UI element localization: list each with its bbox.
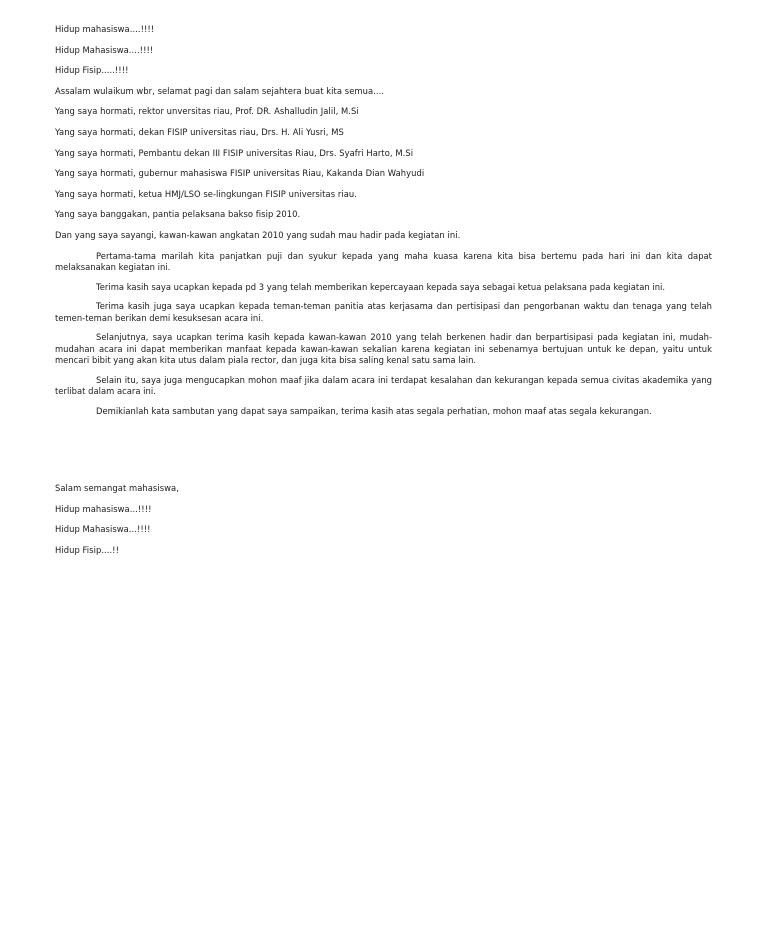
salutation-line: Yang saya hormati, Pembantu dekan III FISIP universitas Riau, Drs. Syafri Harto, M.Si bbox=[55, 147, 414, 158]
salutation-line: Yang saya hormati, rektor unversitas riau, Prof. DR. Ashalludin Jalil, M.Si bbox=[55, 106, 359, 117]
salutation-line: Yang saya hormati, dekan FISIP universitas riau, Drs. H. Ali Yusri, MS bbox=[55, 126, 344, 137]
body-paragraph: Terima kasih saya ucapkan kepada pd 3 yang telah memberikan kepercayaan kepada saya sebagai ketua pelaksana pada kegiatan ini. bbox=[96, 281, 666, 292]
body-paragraph: Demikianlah kata sambutan yang dapat saya sampaikan, terima kasih atas segala perhatian, mohon maaf atas segala kekurangan. bbox=[96, 405, 652, 416]
greeting-line: Hidup mahasiswa....!!!! bbox=[55, 24, 155, 34]
opening-greetings bbox=[55, 24, 712, 241]
closing-greetings bbox=[55, 483, 712, 556]
greeting-line: Hidup Fisip.....!!!! bbox=[55, 65, 129, 76]
speech-body bbox=[55, 251, 712, 417]
salutation-line: Dan yang saya sayangi, kawan-kawan angkatan 2010 yang sudah mau hadir pada kegiatan ini. bbox=[55, 229, 461, 240]
salutation-line: Yang saya hormati, gubernur mahasiswa FISIP universitas Riau, Kakanda Dian Wahyudi bbox=[55, 168, 425, 179]
salutation-line: Yang saya hormati, ketua HMJ/LSO se-lingkungan FISIP universitas riau. bbox=[55, 188, 357, 199]
greeting-line: Hidup Mahasiswa....!!!! bbox=[55, 44, 154, 55]
closing-line: Hidup Fisip....!! bbox=[55, 544, 119, 555]
closing-line: Hidup mahasiswa...!!!! bbox=[55, 503, 152, 514]
body-paragraph: Selain itu, saya juga mengucapkan mohon maaf jika dalam acara ini terdapat kesalahan dan kekurangan kepada semua civitas akademika yang terlibat dalam acara ini. bbox=[55, 374, 712, 396]
spacer bbox=[55, 425, 712, 483]
closing-line: Salam semangat mahasiswa, bbox=[55, 483, 179, 494]
body-paragraph: Terima kasih juga saya ucapkan kepada teman-teman panitia atas kerjasama dan pertisipasi dan pengorbanan waktu dan tenaga yang telah temen-teman berikan demi kesuksesan acara ini. bbox=[55, 301, 712, 323]
salutation-line: Assalam wulaikum wbr, selamat pagi dan salam sejahtera buat kita semua.... bbox=[55, 85, 384, 96]
body-paragraph: Selanjutnya, saya ucapkan terima kasih kepada kawan-kawan 2010 yang telah berkenen hadir dan berpartisipasi pada kegiatan ini, mudah-mudahan acara ini dapat memberikan manfaat kepada kawan-kawan sekalian karena kegiatan ini sebenarnya bertujuan untuk ke depan, yaitu untuk mencari bibit yang akan kita utus dalam piala rector, dan juga kita bisa saling kenal satu sama lain. bbox=[55, 332, 712, 365]
body-paragraph: Pertama-tama marilah kita panjatkan puji dan syukur kepada yang maha kuasa karena kita bisa bertemu pada hari ini dan kita dapat melaksanakan kegiatan ini. bbox=[55, 250, 712, 272]
document-page bbox=[55, 24, 712, 566]
closing-line: Hidup Mahasiswa...!!!! bbox=[55, 524, 151, 535]
salutation-line: Yang saya banggakan, pantia pelaksana bakso fisip 2010. bbox=[55, 209, 301, 220]
